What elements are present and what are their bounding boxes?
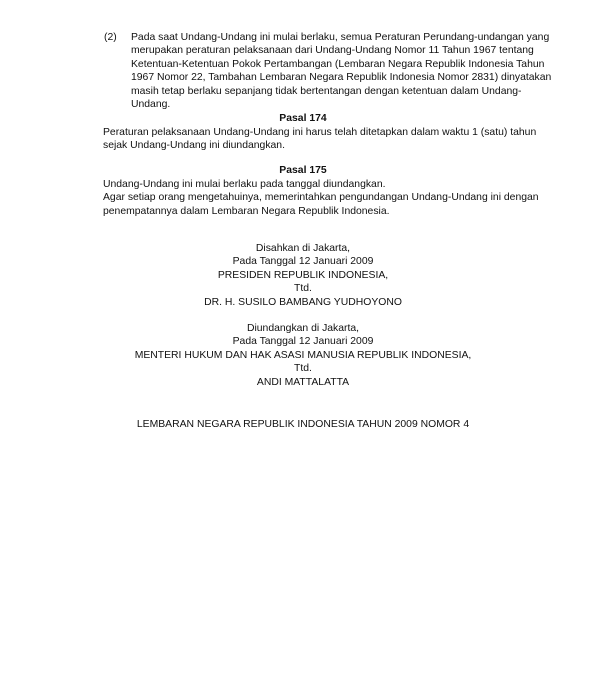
clause-line: Undang.: [131, 99, 171, 111]
signature-block-minister: [0, 322, 606, 389]
signatory-name: DR. H. SUSILO BAMBANG YUDHOYONO: [204, 296, 402, 308]
signature-place: Diundangkan di Jakarta,: [246, 323, 360, 334]
signature-date: Pada Tanggal 12 Januari 2009: [232, 256, 374, 268]
paragraph-line: Agar setiap orang mengetahuinya, memerintahkan pengundangan Undang-Undang ini dengan: [103, 192, 539, 204]
pasal-174-title: Pasal 174: [279, 113, 327, 124]
clause-number: (2): [104, 32, 117, 43]
signatory-office: MENTERI HUKUM DAN HAK ASASI MANUSIA REPUBLIK INDONESIA,: [134, 349, 472, 361]
pasal-174-text: [103, 126, 537, 153]
clause-line: masih tetap berlaku sepanjang tidak bertentangan dengan ketentuan dalam Undang-: [131, 85, 522, 97]
clause-line: merupakan peraturan pelaksanaan dari Undang-Undang Nomor 11 Tahun 1967 tentang: [131, 45, 534, 57]
clause-line: Pada saat Undang-Undang ini mulai berlaku, semua Peraturan Perundang-undangan yang: [131, 32, 550, 43]
signature-place: Disahkan di Jakarta,: [255, 243, 351, 254]
pasal-175-text: [103, 178, 539, 218]
paragraph-line: penempatannya dalam Lembaran Negara Republik Indonesia.: [103, 205, 390, 217]
gazette-reference: LEMBARAN NEGARA REPUBLIK INDONESIA TAHUN 2009 NOMOR 4: [136, 419, 470, 430]
paragraph-line: sejak Undang-Undang ini diundangkan.: [103, 140, 285, 152]
clause-line: Ketentuan-Ketentuan Pokok Pertambangan (Lembaran Negara Republik Indonesia Tahun: [131, 58, 545, 70]
signature-mark: Ttd.: [294, 283, 312, 295]
clause-text: [131, 31, 552, 111]
signature-block-president: [0, 242, 606, 309]
paragraph-line: Peraturan pelaksanaan Undang-Undang ini harus telah ditetapkan dalam waktu 1 (satu) tahun: [103, 127, 537, 138]
pasal-175-title: Pasal 175: [279, 165, 327, 176]
signatory-office: PRESIDEN REPUBLIK INDONESIA,: [217, 269, 389, 281]
signatory-name: ANDI MATTALATTA: [256, 376, 350, 388]
clause-line: 1967 Nomor 22, Tambahan Lembaran Negara Republik Indonesia Nomor 2831) dinyatakan: [131, 72, 552, 84]
signature-mark: Ttd.: [294, 363, 312, 375]
paragraph-line: Undang-Undang ini mulai berlaku pada tanggal diundangkan.: [103, 179, 386, 190]
signature-date: Pada Tanggal 12 Januari 2009: [232, 336, 374, 348]
